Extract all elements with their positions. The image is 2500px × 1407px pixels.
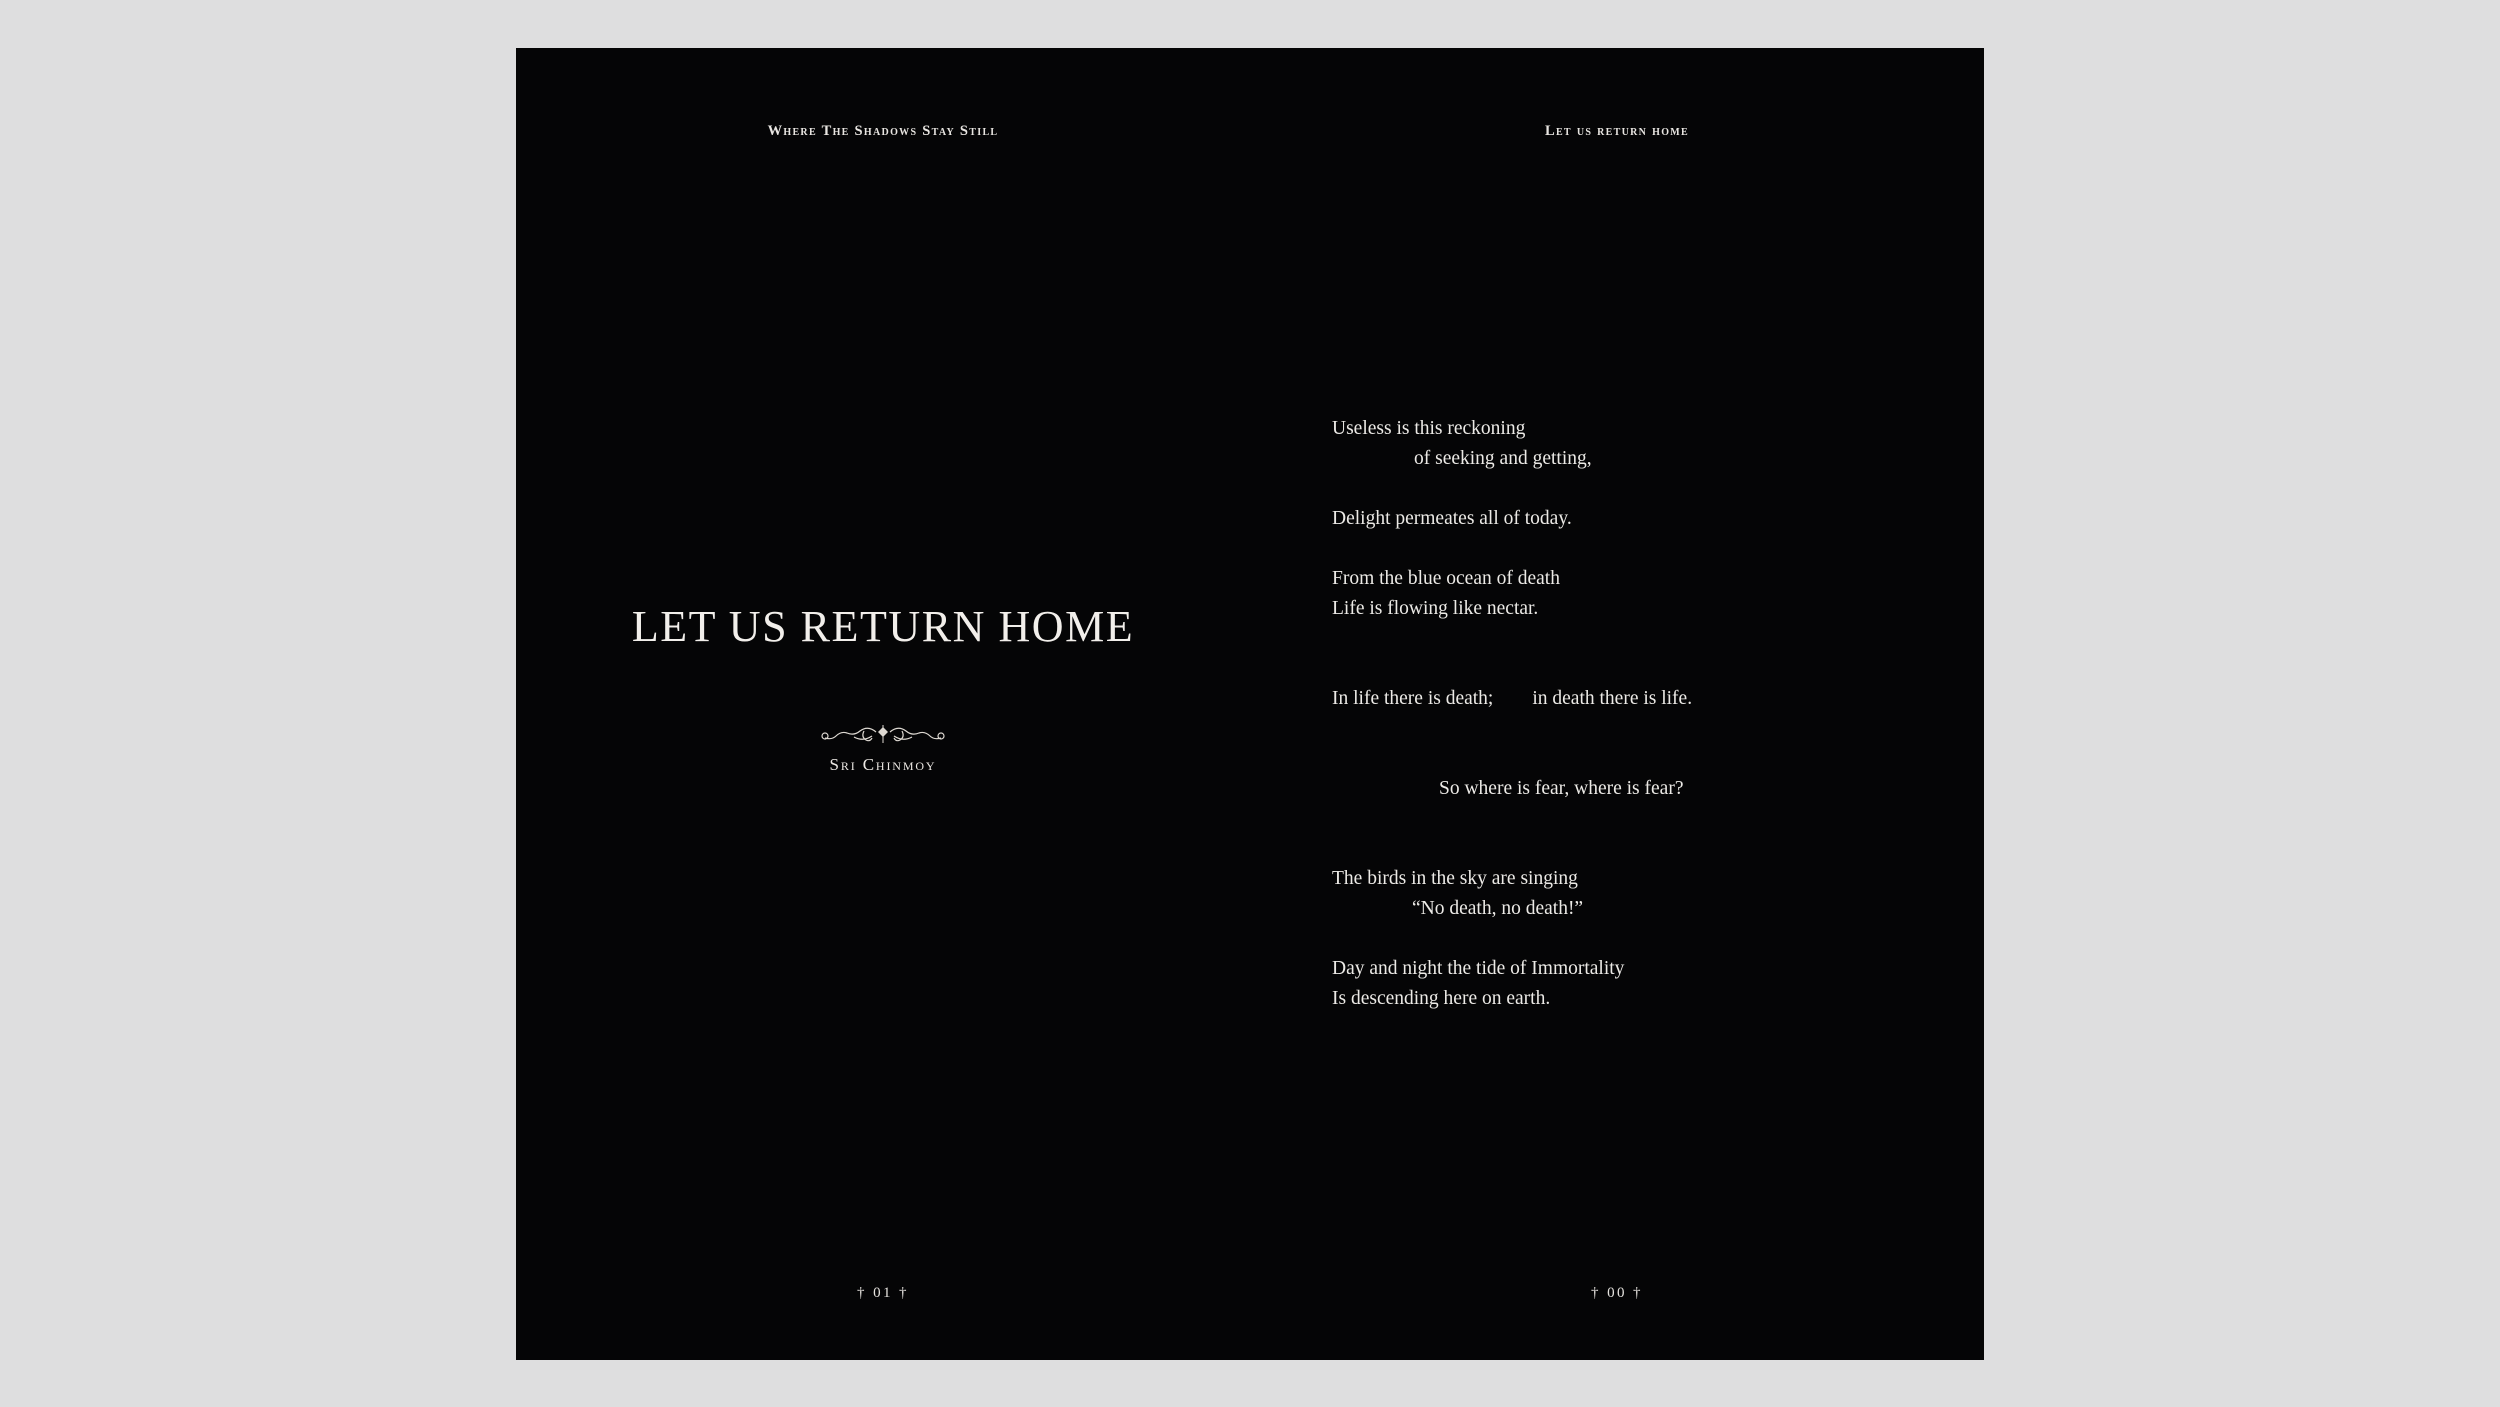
stanza-gap [1332,474,1932,504]
poem-stanza [1332,864,1932,924]
poem-line: Life is flowing like nectar. [1332,598,1539,619]
left-folio: † 01 † [857,1285,909,1301]
poem-line: Is descending here on earth. [1332,988,1551,1009]
right-folio: † 00 † [1591,1285,1643,1301]
poem-line: In life there is death; in death there is life. [1332,688,1693,709]
poem-stanza [1332,774,1932,804]
right-running-head: Let us return home [1544,123,1690,139]
page-title: LET US RETURN HOME [631,602,1135,651]
poem-stanza [1332,684,1932,714]
book-spread [516,48,1984,1360]
right-page [1250,48,1984,1360]
poem-line: “No death, no death!” [1412,898,1584,919]
stanza-gap [1332,624,1932,684]
filigree-ornament [516,723,1250,749]
poem-stanza [1332,504,1932,534]
stanza-gap [1332,924,1932,954]
poem-body [1332,414,1932,1014]
poem-line: Useless is this reckoning [1332,418,1526,439]
left-page [516,48,1250,1360]
poem-line: Day and night the tide of Immortality [1332,958,1625,979]
title-block [516,603,1250,775]
stanza-gap [1332,714,1932,774]
poem-line: The birds in the sky are singing [1332,868,1578,889]
poem-stanza [1332,564,1932,624]
stanza-gap [1332,534,1932,564]
left-running-head: Where The Shadows Stay Still [767,123,999,139]
poem-stanza [1332,954,1932,1014]
poem-line: of seeking and getting, [1414,448,1592,469]
poem-line: Delight permeates all of today. [1332,508,1572,529]
poem-line: So where is fear, where is fear? [1439,778,1684,799]
author-name: Sri Chinmoy [829,755,937,775]
poem-line: From the blue ocean of death [1332,568,1560,589]
stanza-gap [1332,804,1932,864]
poem-stanza [1332,414,1932,474]
